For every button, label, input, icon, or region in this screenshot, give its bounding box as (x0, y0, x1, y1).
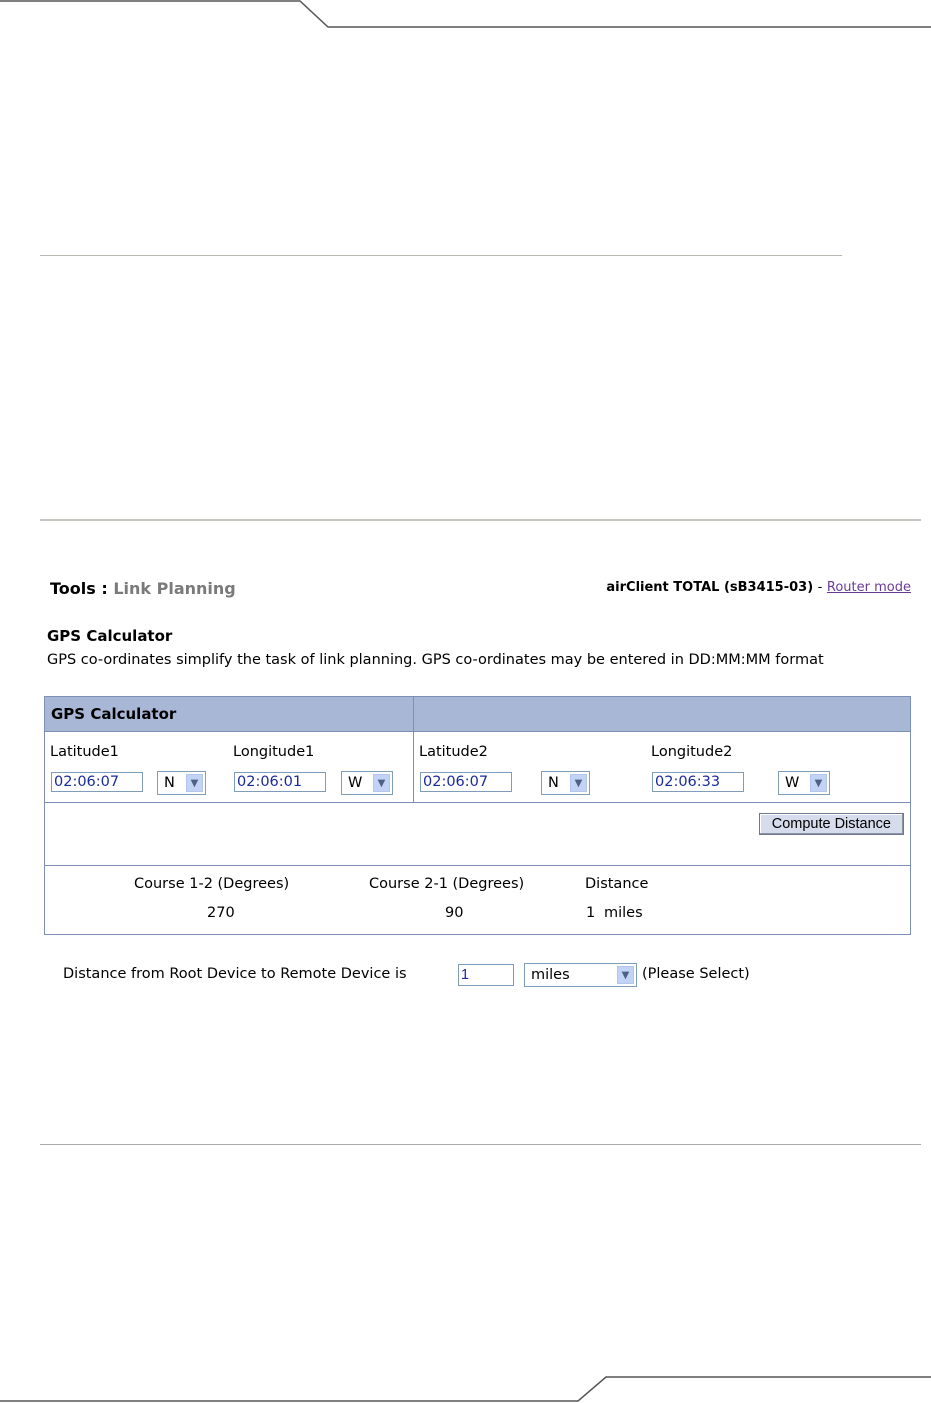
selected-value: N (548, 775, 559, 791)
longitude1-direction-select[interactable] (341, 771, 393, 795)
distance-value: 1 (586, 905, 596, 921)
course21-label: Course 2-1 (Degrees) (369, 876, 525, 892)
breadcrumb (50, 579, 236, 598)
longitude2-label: Longitude2 (651, 744, 733, 760)
chevron-down-icon: ▼ (570, 774, 587, 792)
header-rule (0, 0, 931, 40)
device-name: airClient TOTAL (sB3415-03) (606, 580, 814, 595)
longitude1-input[interactable] (234, 772, 326, 792)
table-header-blank (414, 697, 911, 732)
distance-unit: miles (604, 905, 643, 921)
course12-value: 270 (207, 905, 235, 921)
compute-distance-button[interactable]: Compute Distance (759, 813, 904, 835)
latitude2-input[interactable] (420, 772, 512, 792)
chevron-down-icon: ▼ (810, 774, 827, 792)
selected-value: W (348, 775, 363, 791)
latitude1-label: Latitude1 (50, 744, 119, 760)
divider (40, 1144, 921, 1145)
action-row (45, 803, 911, 866)
footer-rule (0, 1370, 931, 1403)
distance-unit-hint: (Please Select) (642, 966, 750, 982)
router-mode-link[interactable]: Router mode (826, 580, 911, 595)
distance-setting-label: Distance from Root Device to Remote Device is (63, 966, 407, 982)
gps-calculator-table (44, 696, 911, 935)
table-header (45, 697, 414, 732)
table-title: GPS Calculator (51, 705, 177, 723)
chevron-down-icon: ▼ (373, 774, 390, 792)
distance-input[interactable] (458, 964, 514, 986)
point2-cell (414, 732, 911, 803)
results-row (45, 866, 911, 935)
longitude1-label: Longitude1 (233, 744, 315, 760)
longitude2-input[interactable] (652, 772, 744, 792)
breadcrumb-page: Link Planning (113, 579, 236, 598)
selected-value: miles (531, 967, 570, 983)
course12-label: Course 1-2 (Degrees) (134, 876, 290, 892)
chevron-down-icon: ▼ (186, 774, 203, 792)
distance-label: Distance (585, 876, 649, 892)
chevron-down-icon: ▼ (617, 966, 634, 984)
device-info (606, 580, 911, 595)
selected-value: N (164, 775, 175, 791)
latitude1-input[interactable] (51, 772, 143, 792)
section-description: GPS co-ordinates simplify the task of link planning. GPS co-ordinates may be entered in DD:MM:MM format (47, 652, 824, 668)
selected-value: W (785, 775, 800, 791)
section-title: GPS Calculator (47, 627, 173, 645)
latitude1-direction-select[interactable] (157, 771, 206, 795)
distance-unit-select[interactable] (524, 963, 637, 987)
longitude2-direction-select[interactable] (778, 771, 830, 795)
divider (40, 255, 842, 256)
divider (40, 519, 921, 521)
latitude2-direction-select[interactable] (541, 771, 590, 795)
breadcrumb-section: Tools : (50, 579, 108, 598)
device-separator: - (817, 580, 823, 595)
point1-cell (45, 732, 414, 803)
course21-value: 90 (445, 905, 464, 921)
latitude2-label: Latitude2 (419, 744, 488, 760)
